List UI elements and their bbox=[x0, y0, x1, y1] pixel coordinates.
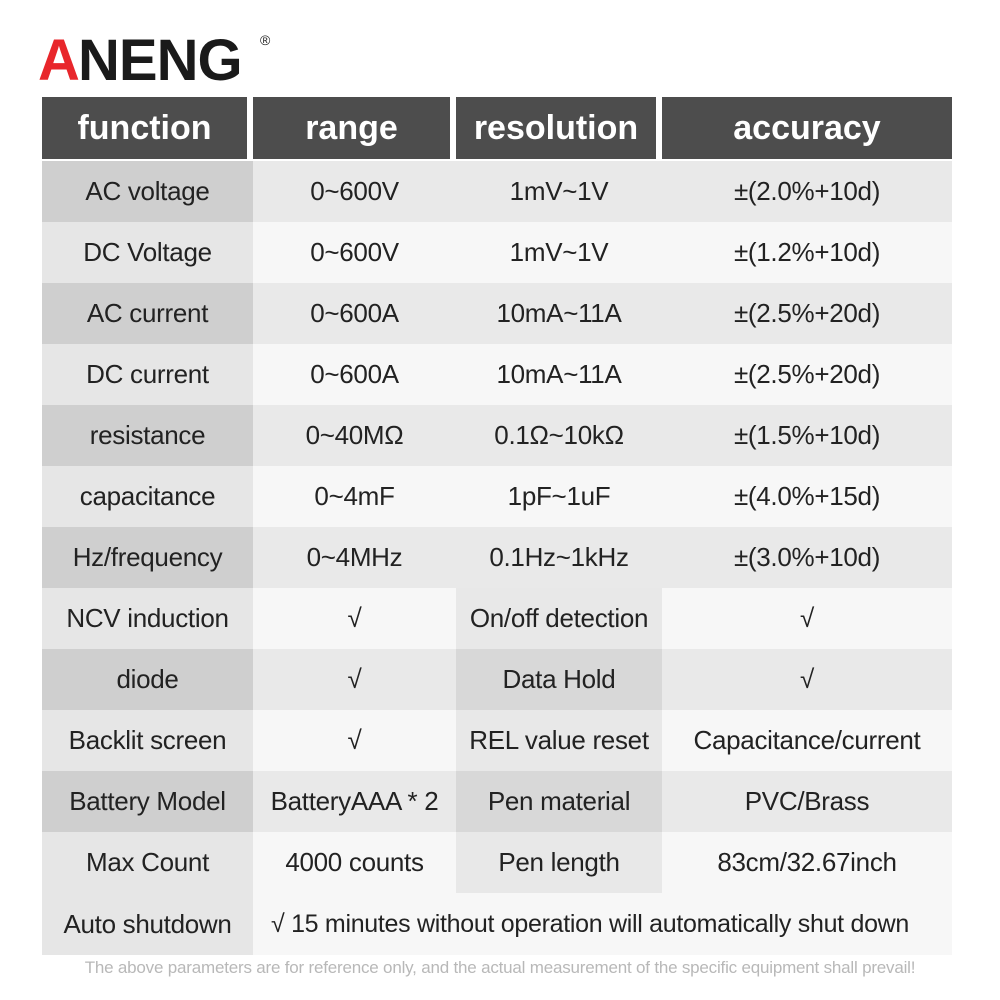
cell-range: √ bbox=[253, 710, 456, 771]
cell-function: resistance bbox=[42, 405, 253, 466]
table-row bbox=[42, 710, 952, 771]
table-row bbox=[42, 405, 952, 466]
cell-resolution: REL value reset bbox=[456, 710, 662, 771]
table-row bbox=[42, 588, 952, 649]
cell-range: 0~600V bbox=[253, 161, 456, 222]
row-label: Auto shutdown bbox=[42, 893, 253, 955]
table-row bbox=[42, 832, 952, 893]
cell-range: 4000 counts bbox=[253, 832, 456, 893]
cell-range: 0~600A bbox=[253, 344, 456, 405]
header-accuracy: accuracy bbox=[662, 97, 952, 159]
cell-resolution: Pen length bbox=[456, 832, 662, 893]
cell-function: Hz/frequency bbox=[42, 527, 253, 588]
cell-accuracy: ±(2.5%+20d) bbox=[662, 283, 952, 344]
header-range: range bbox=[253, 97, 456, 159]
cell-accuracy: ±(1.2%+10d) bbox=[662, 222, 952, 283]
cell-resolution: On/off detection bbox=[456, 588, 662, 649]
cell-range: BatteryAAA * 2 bbox=[253, 771, 456, 832]
cell-resolution: 0.1Hz~1kHz bbox=[456, 527, 662, 588]
cell-accuracy: ±(2.0%+10d) bbox=[662, 161, 952, 222]
cell-accuracy: ±(4.0%+15d) bbox=[662, 466, 952, 527]
cell-function: DC Voltage bbox=[42, 222, 253, 283]
table-row bbox=[42, 771, 952, 832]
cell-accuracy: Capacitance/current bbox=[662, 710, 952, 771]
cell-range: √ bbox=[253, 588, 456, 649]
cell-function: Battery Model bbox=[42, 771, 253, 832]
cell-range: √ bbox=[253, 649, 456, 710]
table-row bbox=[42, 283, 952, 344]
cell-function: Backlit screen bbox=[42, 710, 253, 771]
cell-range: 0~600V bbox=[253, 222, 456, 283]
registered-mark: ® bbox=[260, 32, 271, 48]
cell-function: Max Count bbox=[42, 832, 253, 893]
specification-table bbox=[42, 97, 952, 955]
cell-resolution: Pen material bbox=[456, 771, 662, 832]
cell-function: diode bbox=[42, 649, 253, 710]
table-row bbox=[42, 649, 952, 710]
header-resolution: resolution bbox=[456, 97, 662, 159]
brand-header bbox=[38, 30, 270, 90]
svg-text:A: A bbox=[38, 30, 79, 86]
table-header-row bbox=[42, 97, 952, 159]
cell-accuracy: PVC/Brass bbox=[662, 771, 952, 832]
cell-resolution: 1pF~1uF bbox=[456, 466, 662, 527]
cell-function: capacitance bbox=[42, 466, 253, 527]
cell-range: 0~600A bbox=[253, 283, 456, 344]
row-value: √ 15 minutes without operation will automatically shut down bbox=[253, 893, 952, 955]
cell-range: 0~4MHz bbox=[253, 527, 456, 588]
table-row-auto-shutdown bbox=[42, 893, 952, 955]
table-row bbox=[42, 466, 952, 527]
cell-function: NCV induction bbox=[42, 588, 253, 649]
cell-range: 0~4mF bbox=[253, 466, 456, 527]
table-row bbox=[42, 344, 952, 405]
cell-function: DC current bbox=[42, 344, 253, 405]
cell-function: AC voltage bbox=[42, 161, 253, 222]
cell-accuracy: 83cm/32.67inch bbox=[662, 832, 952, 893]
table-row bbox=[42, 527, 952, 588]
cell-resolution: 1mV~1V bbox=[456, 222, 662, 283]
cell-resolution: 10mA~11A bbox=[456, 283, 662, 344]
table-row bbox=[42, 222, 952, 283]
svg-text:NENG: NENG bbox=[78, 30, 242, 86]
table-row bbox=[42, 161, 952, 222]
cell-accuracy: ±(1.5%+10d) bbox=[662, 405, 952, 466]
cell-resolution: 0.1Ω~10kΩ bbox=[456, 405, 662, 466]
cell-function: AC current bbox=[42, 283, 253, 344]
cell-resolution: Data Hold bbox=[456, 649, 662, 710]
cell-accuracy: √ bbox=[662, 588, 952, 649]
cell-resolution: 1mV~1V bbox=[456, 161, 662, 222]
cell-accuracy: √ bbox=[662, 649, 952, 710]
header-function: function bbox=[42, 97, 253, 159]
disclaimer-footnote: The above parameters are for reference only, and the actual measurement of the specific equipment shall prevail! bbox=[84, 958, 916, 977]
aneng-logo bbox=[38, 30, 258, 86]
cell-accuracy: ±(2.5%+20d) bbox=[662, 344, 952, 405]
cell-range: 0~40MΩ bbox=[253, 405, 456, 466]
cell-resolution: 10mA~11A bbox=[456, 344, 662, 405]
cell-accuracy: ±(3.0%+10d) bbox=[662, 527, 952, 588]
